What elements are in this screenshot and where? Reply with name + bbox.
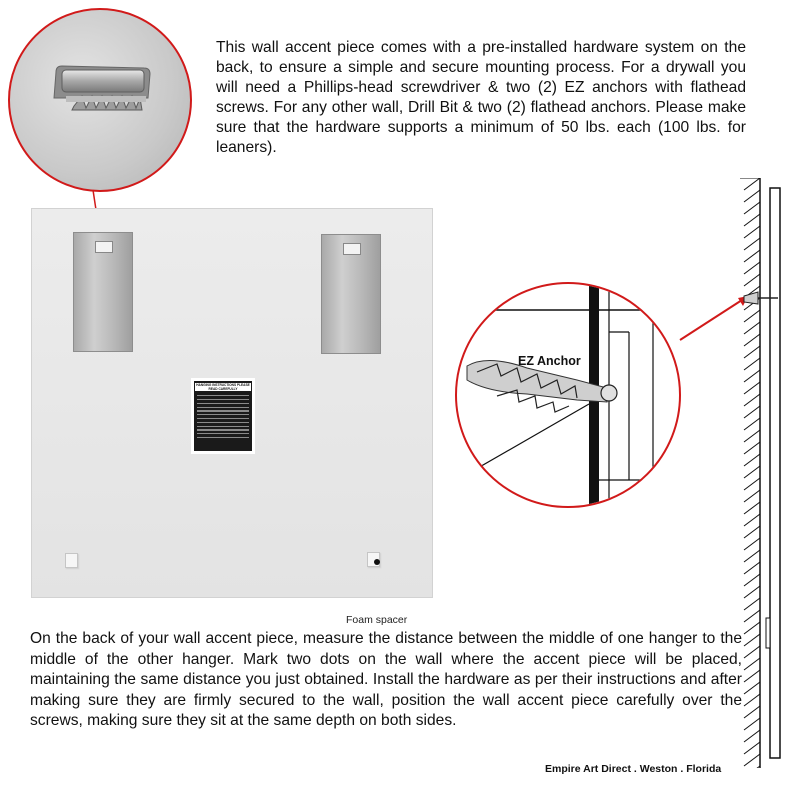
wall-hatch-line [744, 262, 760, 274]
right-hanger-clip [343, 243, 361, 255]
wall-hatch-line [744, 658, 760, 670]
wall-hatch-line [744, 610, 760, 622]
wall-hatch-line [744, 454, 760, 466]
wall-hatch-line [744, 442, 760, 454]
ez-anchor-label: EZ Anchor [518, 354, 581, 368]
wall-hatch-line [744, 178, 760, 190]
intro-paragraph: This wall accent piece comes with a pre-installed hardware system on the back, to ensure a simple and secure mounting process. For a drywall you will need a Phillips-head screwdriver & two (2) EZ anchors with flathead screws. For any other wall, Drill Bit & two (2) flathead anchors. Please make sure that the hardware supports a minimum of 50 lbs. each (100 lbs. for leaners). [216, 39, 746, 156]
foam-spacer-label: Foam spacer [346, 614, 408, 626]
ez-anchor-illustration [457, 284, 681, 508]
wall-hatch-line [744, 310, 760, 322]
wall-hatch-line [744, 586, 760, 598]
wall-hatch-line [744, 370, 760, 382]
wall-hatch-line [744, 682, 760, 694]
wall-hatch-line [744, 430, 760, 442]
wall-hatch-line [744, 478, 760, 490]
wall-hatch-line [744, 706, 760, 718]
wall-hatch-line [744, 526, 760, 538]
right-hanger-plate [321, 234, 381, 354]
accent-piece-profile [770, 188, 780, 758]
wall-accent-back-panel [31, 208, 433, 598]
wall-hatch-line [744, 334, 760, 346]
wall-hatch-line [744, 550, 760, 562]
company-credit: Empire Art Direct . Weston . Florida [545, 763, 722, 775]
wall-hatch-line [744, 646, 760, 658]
wall-hatch-line [744, 214, 760, 226]
wall-hatch-line [744, 190, 760, 202]
wall-hatch-line [744, 538, 760, 550]
wall-hatch-line [744, 718, 760, 730]
wall-hatch-line [744, 502, 760, 514]
wall-hatch-line [744, 514, 760, 526]
wall-hatch-line [744, 238, 760, 250]
wall-hatch-line [744, 346, 760, 358]
left-hanger-plate [73, 232, 133, 352]
mounting-steps-paragraph: On the back of your wall accent piece, measure the distance between the middle of one hanger to the middle of the other hanger. Mark two dots on the wall where the accent piece will be placed, maintaining the same distance you just obtained. Install the hardware as per their instructions and after making sure they are firmly secured to the wall, position the wall accent piece carefully over the screws, making sure they sit at the same depth on both sides. [30, 630, 742, 730]
ez-anchor-zoom [455, 282, 681, 508]
wall-hatch-line [744, 202, 760, 214]
wall-hatch-line [744, 226, 760, 238]
wall-hatch-line [744, 490, 760, 502]
foam-spacer-left [65, 553, 78, 568]
wall-hatch-line [744, 394, 760, 406]
wall-hatch-line [744, 418, 760, 430]
foam-spacer-marker [374, 559, 380, 565]
wall-hatch-line [744, 406, 760, 418]
wall-hatch-line [744, 574, 760, 586]
wall-hatch-line [744, 670, 760, 682]
wall-hatch-line [744, 274, 760, 286]
wall-hatch-line [744, 562, 760, 574]
wall-hatch-line [744, 634, 760, 646]
foam-spacer-profile [766, 618, 770, 648]
anchor-callout-line [680, 300, 742, 340]
wall-hatch-line [744, 622, 760, 634]
wall-hatch-line [744, 358, 760, 370]
wall-hatch-line [744, 382, 760, 394]
wall-hatch-line [744, 766, 760, 768]
wall-hatch-line [744, 322, 760, 334]
wall-hatch-line [744, 466, 760, 478]
left-hanger-clip [95, 241, 113, 253]
wall-hatch-line [744, 730, 760, 742]
wall-hatch-line [744, 754, 760, 766]
hanging-instructions-title: HANGING INSTRUCTIONS PLEASE READ CAREFULLY [196, 383, 250, 391]
wall-hatch-line [744, 598, 760, 610]
wall-side-view [738, 178, 798, 768]
wall-hatch-line [744, 694, 760, 706]
wall-hatch-line [744, 250, 760, 262]
wall-hatch-line [744, 742, 760, 754]
hanging-instructions-label [191, 378, 255, 454]
